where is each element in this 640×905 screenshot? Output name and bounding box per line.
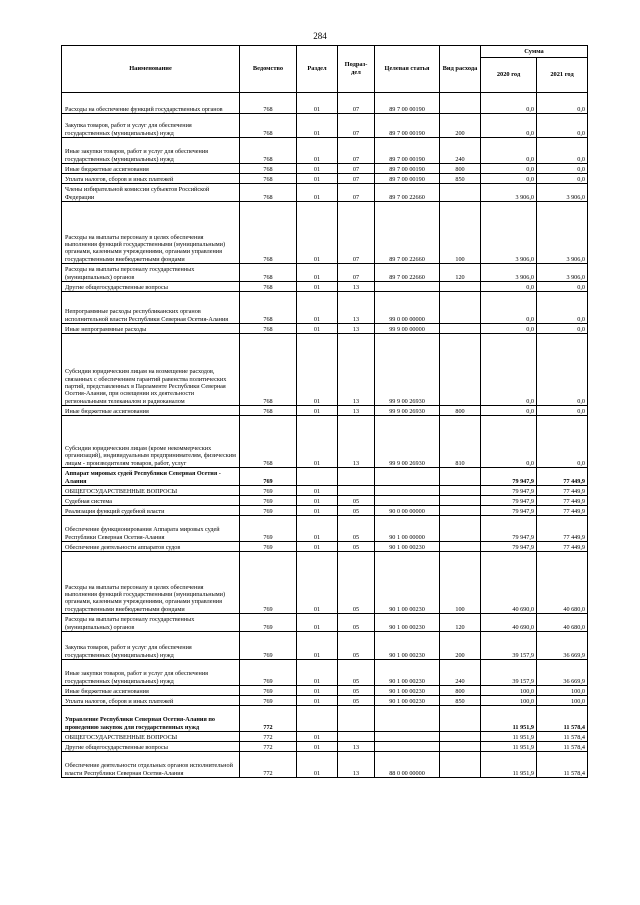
row-celevaya: 89 7 00 22660 <box>375 264 440 282</box>
row-name: Другие общегосударственные вопросы <box>62 742 240 752</box>
row-sum-2021: 0,0 <box>537 406 588 416</box>
table-row <box>62 282 588 292</box>
row-vid: 810 <box>440 416 481 468</box>
row-vedomstvo: 768 <box>240 334 297 406</box>
row-vedomstvo: 772 <box>240 706 297 732</box>
row-vid <box>440 282 481 292</box>
row-podrazdel: 13 <box>338 406 375 416</box>
row-sum-2021: 77 449,9 <box>537 506 588 516</box>
table-row <box>62 468 588 486</box>
row-sum-2020: 11 951,9 <box>481 752 537 778</box>
row-name: Другие общегосударственные вопросы <box>62 282 240 292</box>
row-celevaya: 90 1 00 00230 <box>375 632 440 660</box>
row-podrazdel <box>338 706 375 732</box>
row-vid: 800 <box>440 686 481 696</box>
row-sum-2020: 0,0 <box>481 164 537 174</box>
header-2020: 2020 год <box>481 58 537 93</box>
table-row <box>62 542 588 552</box>
table-row <box>62 696 588 706</box>
row-podrazdel: 07 <box>338 184 375 202</box>
row-razdel: 01 <box>297 486 338 496</box>
row-sum-2021: 0,0 <box>537 324 588 334</box>
row-celevaya: 89 7 00 00190 <box>375 138 440 164</box>
row-sum-2021: 100,0 <box>537 686 588 696</box>
row-vedomstvo: 769 <box>240 552 297 614</box>
table-row <box>62 552 588 614</box>
row-name: Иные закупки товаров, работ и услуг для обеспечения государственных (муниципальных) нужд <box>62 138 240 164</box>
row-sum-2020: 100,0 <box>481 696 537 706</box>
row-podrazdel <box>338 486 375 496</box>
row-vid: 850 <box>440 174 481 184</box>
row-sum-2020: 79 947,9 <box>481 542 537 552</box>
row-podrazdel: 05 <box>338 506 375 516</box>
row-sum-2020: 39 157,9 <box>481 632 537 660</box>
row-vedomstvo: 768 <box>240 174 297 184</box>
row-sum-2020: 0,0 <box>481 138 537 164</box>
table-row <box>62 202 588 264</box>
row-vid <box>440 324 481 334</box>
row-vid: 120 <box>440 264 481 282</box>
row-name: Аппарат мировых судей Республики Северная Осетия - Алания <box>62 468 240 486</box>
row-razdel: 01 <box>297 516 338 542</box>
row-podrazdel: 05 <box>338 542 375 552</box>
row-sum-2020: 0,0 <box>481 282 537 292</box>
table-row <box>62 706 588 732</box>
row-celevaya: 90 1 00 00230 <box>375 552 440 614</box>
row-vid: 850 <box>440 696 481 706</box>
row-sum-2021: 0,0 <box>537 114 588 138</box>
row-vedomstvo: 769 <box>240 614 297 632</box>
row-razdel: 01 <box>297 732 338 742</box>
row-podrazdel: 07 <box>338 174 375 184</box>
row-podrazdel: 05 <box>338 660 375 686</box>
row-vid <box>440 184 481 202</box>
row-vedomstvo: 768 <box>240 184 297 202</box>
row-podrazdel: 05 <box>338 552 375 614</box>
row-podrazdel: 07 <box>338 202 375 264</box>
row-celevaya: 88 0 00 00000 <box>375 752 440 778</box>
row-razdel: 01 <box>297 164 338 174</box>
row-vid <box>440 542 481 552</box>
row-vid: 200 <box>440 632 481 660</box>
row-sum-2021: 0,0 <box>537 292 588 324</box>
page-number: 284 <box>313 31 327 41</box>
row-name: Управление Республики Северная Осетия-Алания по проведению закупок для государственных нужд <box>62 706 240 732</box>
row-name: Иные закупки товаров, работ и услуг для обеспечения государственных (муниципальных) нужд <box>62 660 240 686</box>
row-vid: 240 <box>440 660 481 686</box>
row-podrazdel: 05 <box>338 632 375 660</box>
row-razdel: 01 <box>297 742 338 752</box>
row-celevaya: 90 1 00 00000 <box>375 516 440 542</box>
row-vedomstvo: 769 <box>240 506 297 516</box>
row-razdel: 01 <box>297 184 338 202</box>
row-name: Обеспечение деятельности отдельных органов исполнительной власти Республики Северная Осетия-Алания <box>62 752 240 778</box>
row-sum-2021: 40 680,0 <box>537 552 588 614</box>
row-name: Расходы на выплаты персоналу в целях обеспечения выполнения функций государственными (муниципальными) органами, казенными учреждениями, органами управления государственными внебюджетными фондами <box>62 552 240 614</box>
row-name: Расходы на обеспечение функций государственных органов <box>62 93 240 114</box>
row-vid: 800 <box>440 164 481 174</box>
row-vedomstvo: 772 <box>240 742 297 752</box>
row-name: Расходы на выплаты персоналу государственных (муниципальных) органов <box>62 614 240 632</box>
table-row <box>62 114 588 138</box>
row-name: ОБЩЕГОСУДАРСТВЕННЫЕ ВОПРОСЫ <box>62 732 240 742</box>
row-razdel: 01 <box>297 416 338 468</box>
table-row <box>62 264 588 282</box>
row-razdel: 01 <box>297 506 338 516</box>
row-podrazdel <box>338 732 375 742</box>
row-name: Иные бюджетные ассигнования <box>62 686 240 696</box>
row-sum-2021: 36 669,9 <box>537 632 588 660</box>
row-celevaya <box>375 486 440 496</box>
row-vedomstvo: 769 <box>240 542 297 552</box>
row-razdel: 01 <box>297 614 338 632</box>
row-celevaya: 89 7 00 22660 <box>375 184 440 202</box>
row-vid <box>440 486 481 496</box>
row-razdel <box>297 468 338 486</box>
row-razdel: 01 <box>297 114 338 138</box>
row-vid <box>440 706 481 732</box>
row-vedomstvo: 768 <box>240 138 297 164</box>
row-podrazdel: 05 <box>338 516 375 542</box>
header-vedomstvo: Ведомство <box>240 46 297 93</box>
row-celevaya: 90 1 00 00230 <box>375 542 440 552</box>
row-sum-2021: 77 449,9 <box>537 542 588 552</box>
row-name: Обеспечение функционирования Аппарата мировых судей Республики Северная Осетия-Алания <box>62 516 240 542</box>
row-sum-2021: 77 449,9 <box>537 496 588 506</box>
row-sum-2021: 3 906,0 <box>537 202 588 264</box>
row-razdel: 01 <box>297 174 338 184</box>
row-razdel: 01 <box>297 138 338 164</box>
row-podrazdel: 07 <box>338 138 375 164</box>
row-vid: 200 <box>440 114 481 138</box>
row-sum-2021: 100,0 <box>537 696 588 706</box>
row-name: Иные непрограммные расходы <box>62 324 240 334</box>
table-row <box>62 138 588 164</box>
row-name: Закупка товаров, работ и услуг для обеспечения государственных (муниципальных) нужд <box>62 632 240 660</box>
table-row <box>62 292 588 324</box>
row-razdel: 01 <box>297 696 338 706</box>
row-razdel: 01 <box>297 202 338 264</box>
table-row <box>62 174 588 184</box>
row-vid <box>440 516 481 542</box>
row-podrazdel: 07 <box>338 264 375 282</box>
row-sum-2020: 79 947,9 <box>481 468 537 486</box>
row-sum-2020: 0,0 <box>481 334 537 406</box>
row-razdel: 01 <box>297 282 338 292</box>
table-row <box>62 732 588 742</box>
row-podrazdel: 13 <box>338 292 375 324</box>
row-podrazdel: 13 <box>338 282 375 292</box>
row-sum-2020: 0,0 <box>481 174 537 184</box>
row-razdel: 01 <box>297 93 338 114</box>
row-podrazdel: 13 <box>338 324 375 334</box>
row-celevaya <box>375 742 440 752</box>
row-sum-2021: 36 669,9 <box>537 660 588 686</box>
row-sum-2020: 0,0 <box>481 114 537 138</box>
header-razdel: Раздел <box>297 46 338 93</box>
row-name: Иные бюджетные ассигнования <box>62 406 240 416</box>
row-celevaya: 89 7 00 22660 <box>375 202 440 264</box>
row-celevaya: 99 9 00 26930 <box>375 406 440 416</box>
row-name: Непрограммные расходы республиканских органов исполнительной власти Республики Северная Осетия-Алания <box>62 292 240 324</box>
row-vedomstvo: 769 <box>240 496 297 506</box>
row-name: Субсидии юридическим лицам (кроме некоммерческих организаций), индивидуальным предпринимателям, физическим лицам - производителям товаров, работ, услуг <box>62 416 240 468</box>
row-name: Члены избирательной комиссии субъектов Российской Федерации <box>62 184 240 202</box>
row-podrazdel: 05 <box>338 696 375 706</box>
row-sum-2020: 0,0 <box>481 416 537 468</box>
table-row <box>62 516 588 542</box>
row-sum-2020: 0,0 <box>481 324 537 334</box>
row-name: Судебная система <box>62 496 240 506</box>
row-sum-2020: 0,0 <box>481 406 537 416</box>
row-sum-2021: 11 578,4 <box>537 706 588 732</box>
header-podrazdel: Подраз- дел <box>338 46 375 93</box>
table-body <box>62 93 588 778</box>
row-sum-2021: 0,0 <box>537 138 588 164</box>
row-vedomstvo: 769 <box>240 468 297 486</box>
table-row <box>62 184 588 202</box>
row-podrazdel: 07 <box>338 114 375 138</box>
row-vid <box>440 732 481 742</box>
row-vedomstvo: 769 <box>240 686 297 696</box>
row-sum-2020: 0,0 <box>481 292 537 324</box>
row-name: Расходы на выплаты персоналу государственных (муниципальных) органов <box>62 264 240 282</box>
table-row <box>62 164 588 174</box>
row-sum-2020: 79 947,9 <box>481 516 537 542</box>
row-sum-2021: 0,0 <box>537 174 588 184</box>
row-podrazdel: 13 <box>338 334 375 406</box>
row-vedomstvo: 768 <box>240 93 297 114</box>
row-vedomstvo: 772 <box>240 732 297 742</box>
table-row <box>62 742 588 752</box>
row-sum-2020: 40 690,0 <box>481 614 537 632</box>
row-vedomstvo: 769 <box>240 696 297 706</box>
row-vedomstvo: 768 <box>240 164 297 174</box>
row-vid <box>440 742 481 752</box>
row-sum-2021: 0,0 <box>537 93 588 114</box>
row-podrazdel: 13 <box>338 742 375 752</box>
row-podrazdel: 13 <box>338 416 375 468</box>
row-vedomstvo: 768 <box>240 114 297 138</box>
row-podrazdel: 05 <box>338 614 375 632</box>
row-vid <box>440 506 481 516</box>
row-razdel: 01 <box>297 552 338 614</box>
row-celevaya <box>375 732 440 742</box>
header-name: Наименование <box>62 46 240 93</box>
table-row <box>62 506 588 516</box>
row-name: Обеспечение деятельности аппаратов судов <box>62 542 240 552</box>
row-sum-2021: 3 906,0 <box>537 184 588 202</box>
row-vedomstvo: 769 <box>240 660 297 686</box>
row-celevaya: 89 7 00 00190 <box>375 164 440 174</box>
row-razdel: 01 <box>297 406 338 416</box>
row-celevaya: 90 0 00 00000 <box>375 506 440 516</box>
row-razdel <box>297 706 338 732</box>
row-razdel: 01 <box>297 334 338 406</box>
row-name: Реализация функций судебной власти <box>62 506 240 516</box>
row-vedomstvo: 768 <box>240 292 297 324</box>
row-sum-2021: 0,0 <box>537 334 588 406</box>
table-header <box>62 46 588 93</box>
row-celevaya: 90 1 00 00230 <box>375 696 440 706</box>
row-sum-2021: 40 680,0 <box>537 614 588 632</box>
row-celevaya: 99 0 00 00000 <box>375 292 440 324</box>
row-sum-2020: 0,0 <box>481 93 537 114</box>
row-celevaya <box>375 282 440 292</box>
row-celevaya <box>375 468 440 486</box>
row-sum-2020: 11 951,9 <box>481 706 537 732</box>
table-row <box>62 632 588 660</box>
header-celevaya: Целевая статья <box>375 46 440 93</box>
row-celevaya: 90 1 00 00230 <box>375 660 440 686</box>
row-vedomstvo: 768 <box>240 264 297 282</box>
row-celevaya: 99 9 00 26930 <box>375 334 440 406</box>
row-sum-2021: 11 578,4 <box>537 742 588 752</box>
row-sum-2021: 77 449,9 <box>537 486 588 496</box>
row-sum-2021: 11 578,4 <box>537 752 588 778</box>
row-vid: 800 <box>440 406 481 416</box>
row-sum-2021: 77 449,9 <box>537 516 588 542</box>
row-podrazdel: 05 <box>338 686 375 696</box>
table-row <box>62 93 588 114</box>
row-vid: 240 <box>440 138 481 164</box>
row-vedomstvo: 768 <box>240 324 297 334</box>
row-sum-2020: 39 157,9 <box>481 660 537 686</box>
row-vedomstvo: 768 <box>240 202 297 264</box>
row-celevaya: 89 7 00 00190 <box>375 114 440 138</box>
row-vid <box>440 334 481 406</box>
row-sum-2021: 3 906,0 <box>537 264 588 282</box>
row-razdel: 01 <box>297 686 338 696</box>
row-name: ОБЩЕГОСУДАРСТВЕННЫЕ ВОПРОСЫ <box>62 486 240 496</box>
row-podrazdel: 07 <box>338 164 375 174</box>
row-celevaya: 89 7 00 00190 <box>375 93 440 114</box>
row-sum-2020: 3 906,0 <box>481 184 537 202</box>
row-sum-2020: 11 951,9 <box>481 742 537 752</box>
row-vid: 100 <box>440 552 481 614</box>
row-celevaya: 90 1 00 00230 <box>375 686 440 696</box>
row-sum-2020: 100,0 <box>481 686 537 696</box>
row-razdel: 01 <box>297 496 338 506</box>
row-razdel: 01 <box>297 542 338 552</box>
table-row <box>62 686 588 696</box>
header-vid: Вид расхода <box>440 46 481 93</box>
row-vid <box>440 752 481 778</box>
row-podrazdel: 05 <box>338 496 375 506</box>
row-razdel: 01 <box>297 632 338 660</box>
row-vedomstvo: 768 <box>240 282 297 292</box>
row-celevaya <box>375 706 440 732</box>
row-sum-2020: 79 947,9 <box>481 506 537 516</box>
row-vedomstvo: 768 <box>240 406 297 416</box>
row-podrazdel <box>338 468 375 486</box>
table-row <box>62 496 588 506</box>
row-vid: 120 <box>440 614 481 632</box>
row-sum-2021: 0,0 <box>537 282 588 292</box>
row-celevaya: 90 1 00 00230 <box>375 614 440 632</box>
row-celevaya <box>375 496 440 506</box>
row-name: Субсидии юридическим лицам на возмещение расходов, связанных с обеспечением гарантий равенства политических партий, представленных в Парламенте Республики Северная Осетия-Алания, при освещении их деятельности региональными телеканалом и радиоканалом <box>62 334 240 406</box>
row-celevaya: 99 9 00 00000 <box>375 324 440 334</box>
row-sum-2020: 79 947,9 <box>481 486 537 496</box>
row-razdel: 01 <box>297 292 338 324</box>
row-vedomstvo: 769 <box>240 486 297 496</box>
row-vid <box>440 468 481 486</box>
row-podrazdel: 13 <box>338 752 375 778</box>
row-vid: 100 <box>440 202 481 264</box>
row-vedomstvo: 769 <box>240 632 297 660</box>
table-row <box>62 752 588 778</box>
table-row <box>62 416 588 468</box>
header-summa: Сумма <box>481 46 588 58</box>
table-row <box>62 660 588 686</box>
row-vid <box>440 496 481 506</box>
row-name: Уплата налогов, сборов и иных платежей <box>62 696 240 706</box>
table-row <box>62 486 588 496</box>
table-row <box>62 614 588 632</box>
row-sum-2021: 77 449,9 <box>537 468 588 486</box>
row-razdel: 01 <box>297 660 338 686</box>
row-sum-2020: 3 906,0 <box>481 202 537 264</box>
row-sum-2020: 3 906,0 <box>481 264 537 282</box>
header-2021: 2021 год <box>537 58 588 93</box>
row-vedomstvo: 768 <box>240 416 297 468</box>
row-sum-2021: 0,0 <box>537 416 588 468</box>
row-vedomstvo: 772 <box>240 752 297 778</box>
budget-table <box>61 45 588 778</box>
row-sum-2020: 40 690,0 <box>481 552 537 614</box>
row-sum-2021: 0,0 <box>537 164 588 174</box>
row-name: Закупка товаров, работ и услуг для обеспечения государственных (муниципальных) нужд <box>62 114 240 138</box>
row-vedomstvo: 769 <box>240 516 297 542</box>
row-sum-2021: 11 578,4 <box>537 732 588 742</box>
table-row <box>62 334 588 406</box>
row-name: Расходы на выплаты персоналу в целях обеспечения выполнения функций государственными (муниципальными) органами, казенными учреждениями, органами управления государственными внебюджетными фондами <box>62 202 240 264</box>
row-name: Уплата налогов, сборов и иных платежей <box>62 174 240 184</box>
table-row <box>62 406 588 416</box>
row-podrazdel: 07 <box>338 93 375 114</box>
row-name: Иные бюджетные ассигнования <box>62 164 240 174</box>
row-razdel: 01 <box>297 264 338 282</box>
row-celevaya: 99 9 00 26930 <box>375 416 440 468</box>
table-row <box>62 324 588 334</box>
row-sum-2020: 11 951,9 <box>481 732 537 742</box>
row-razdel: 01 <box>297 752 338 778</box>
row-vid <box>440 292 481 324</box>
row-razdel: 01 <box>297 324 338 334</box>
row-vid <box>440 93 481 114</box>
row-celevaya: 89 7 00 00190 <box>375 174 440 184</box>
row-sum-2020: 79 947,9 <box>481 496 537 506</box>
